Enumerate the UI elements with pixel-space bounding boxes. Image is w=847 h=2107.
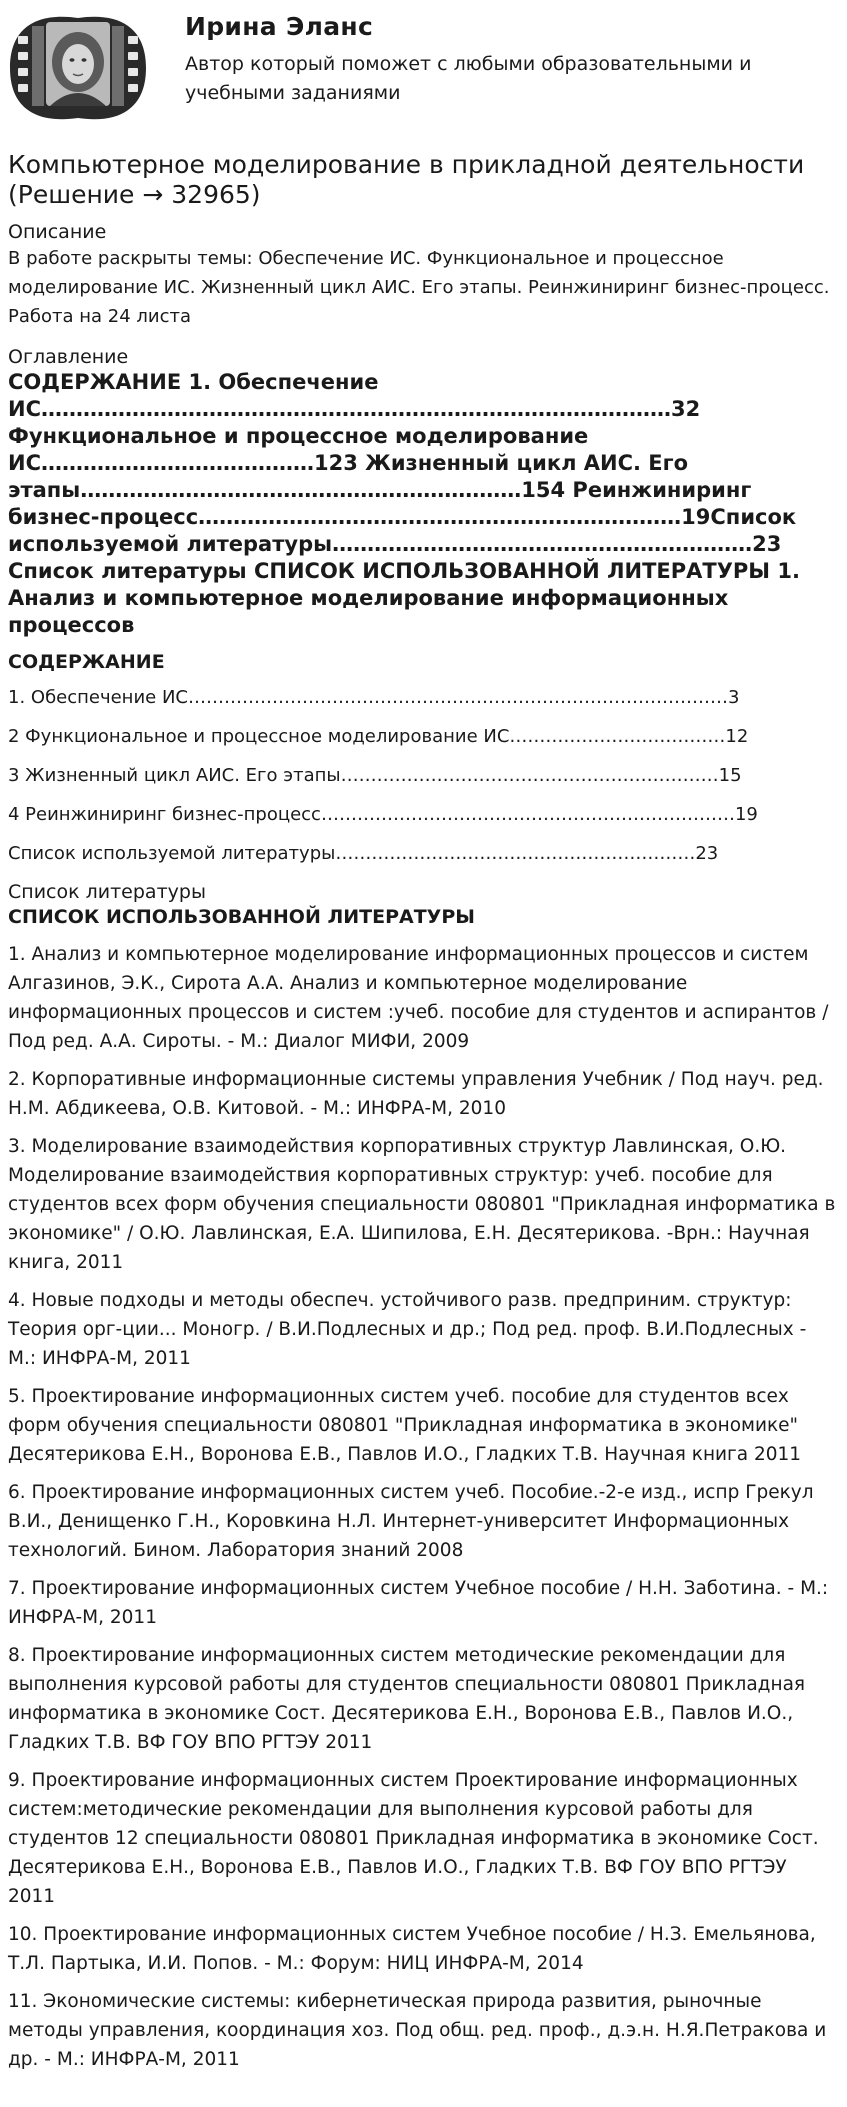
contents-item: Список используемой литературы……………………………………………………23	[8, 843, 719, 864]
reference-item: 9. Проектирование информационных систем Проектирование информационных систем:методические рекомендации для выполнения курсовой работы для студентов 12 специальности 080801 Прикладная информатика в экономике Сост. Десятерикова Е.Н., Воронова Е.В., Павлов И.О., Гладких Т.В. ВФ ГОУ ВПО РГТЭУ 2011	[8, 1770, 819, 1907]
reference-item: 1. Анализ и компьютерное моделирование информационных процессов и систем Алгазинов, Э.К., Сирота А.А. Анализ и компьютерное моделирование информационных процессов и систем :учеб. пособие для студентов и аспирантов / Под ред. А.А. Сироты. - М.: Диалог МИФИ, 2009	[8, 944, 829, 1052]
reference-item: 5. Проектирование информационных систем учеб. пособие для студентов всех форм обучения специальности 080801 "Прикладная информатика в экономике" Десятерикова Е.Н., Воронова Е.В., Павлов И.О., Гладких Т.В. Научная книга 2011	[8, 1386, 802, 1465]
reference-item: 6. Проектирование информационных систем учеб. Пособие.-2-е изд., испр Грекул В.И., Денищенко Г.Н., Коровкина Н.Л. Интернет-университет Информационных технологий. Бином. Лаборатория знаний 2008	[8, 1482, 814, 1561]
references-label: Список литературы	[8, 881, 206, 903]
author-description: Автор который поможет с любыми образовательными и учебными заданиями	[185, 53, 752, 104]
work-title: Компьютерное моделирование в прикладной деятельности (Решение → 32965)	[8, 150, 805, 209]
reference-item: 3. Моделирование взаимодействия корпоративных структур Лавлинская, О.Ю. Моделирование взаимодействия корпоративных структур: учеб. пособие для студентов всех форм обучения специальности 080801 "Прикладная информатика в экономике" / О.Ю. Лавлинская, Е.А. Шипилова, Е.Н. Десятерикова. -Врн.: Научная книга, 2011	[8, 1136, 836, 1273]
references-heading: СПИСОК ИСПОЛЬЗОВАННОЙ ЛИТЕРАТУРЫ	[8, 906, 475, 928]
work-content	[8, 150, 838, 2083]
reference-item: 2. Корпоративные информационные системы управления Учебник / Под науч. ред. Н.М. Абдикеева, О.В. Китовой. - М.: ИНФРА-М, 2010	[8, 1069, 824, 1119]
contents-item: 2 Функциональное и процессное моделирование ИС………………………………12	[8, 726, 749, 747]
description-label: Описание	[8, 221, 107, 243]
contents-item: 4 Реинжиниринг бизнес-процесс……………………………………………………………19	[8, 804, 758, 825]
contents-heading: СОДЕРЖАНИЕ	[8, 651, 165, 673]
contents-list	[8, 685, 838, 867]
author-avatar[interactable]	[6, 8, 150, 128]
references-list	[8, 940, 838, 2074]
author-card	[0, 0, 847, 136]
reference-item: 11. Экономические системы: кибернетическая природа развития, рыночные методы управления, координация хоз. Под общ. ред. проф., д.э.н. Н.Я.Петракова и др. - М.: ИНФРА-М, 2011	[8, 1991, 827, 2070]
author-name[interactable]: Ирина Эланс	[185, 12, 374, 41]
toc-label: Оглавление	[8, 346, 129, 368]
contents-item: 1. Обеспечение ИС………………………………………………………………………………3	[8, 687, 740, 708]
reference-item: 7. Проектирование информационных систем Учебное пособие / Н.Н. Заботина. - М.: ИНФРА-М, 2011	[8, 1578, 829, 1628]
contents-item: 3 Жизненный цикл АИС. Его этапы………………………………………………………15	[8, 765, 742, 786]
work-description: В работе раскрыты темы: Обеспечение ИС. Функциональное и процессное моделирование ИС. Жизненный цикл АИС. Его этапы. Реинжиниринг бизнес-процесс. Работа на 24 листа	[8, 248, 830, 327]
reference-item: 8. Проектирование информационных систем методические рекомендации для выполнения курсовой работы для студентов специальности 080801 Прикладная информатика в экономике Сост. Десятерикова Е.Н., Воронова Е.В., Павлов И.О., Гладких Т.В. ВФ ГОУ ВПО РГТЭУ 2011	[8, 1645, 806, 1753]
toc-raw-text: СОДЕРЖАНИЕ 1. Обеспечение ИС………………………………………………………………………………32 Функциональное и процессное моделирование ИС…………………………………123 Жизненный цикл АИС. Его этапы………………………………………………………154 Реинжиниринг бизнес-процесс……………………………………………………………19Список используемой литературы……………………………………………………23 Список литературы СПИСОК ИСПОЛЬЗОВАННОЙ ЛИТЕРАТУРЫ 1. Анализ и компьютерное моделирование информационных процессов	[8, 370, 800, 637]
reference-item: 4. Новые подходы и методы обеспеч. устойчивого разв. предприним. структур: Теория орг-ции... Моногр. / В.И.Подлесных и др.; Под ред. проф. В.И.Подлесных - М.: ИНФРА-М, 2011	[8, 1290, 807, 1369]
reference-item: 10. Проектирование информационных систем Учебное пособие / Н.З. Емельянова, Т.Л. Партыка, И.И. Попов. - М.: Форум: НИЦ ИНФРА-М, 2014	[8, 1924, 816, 1974]
